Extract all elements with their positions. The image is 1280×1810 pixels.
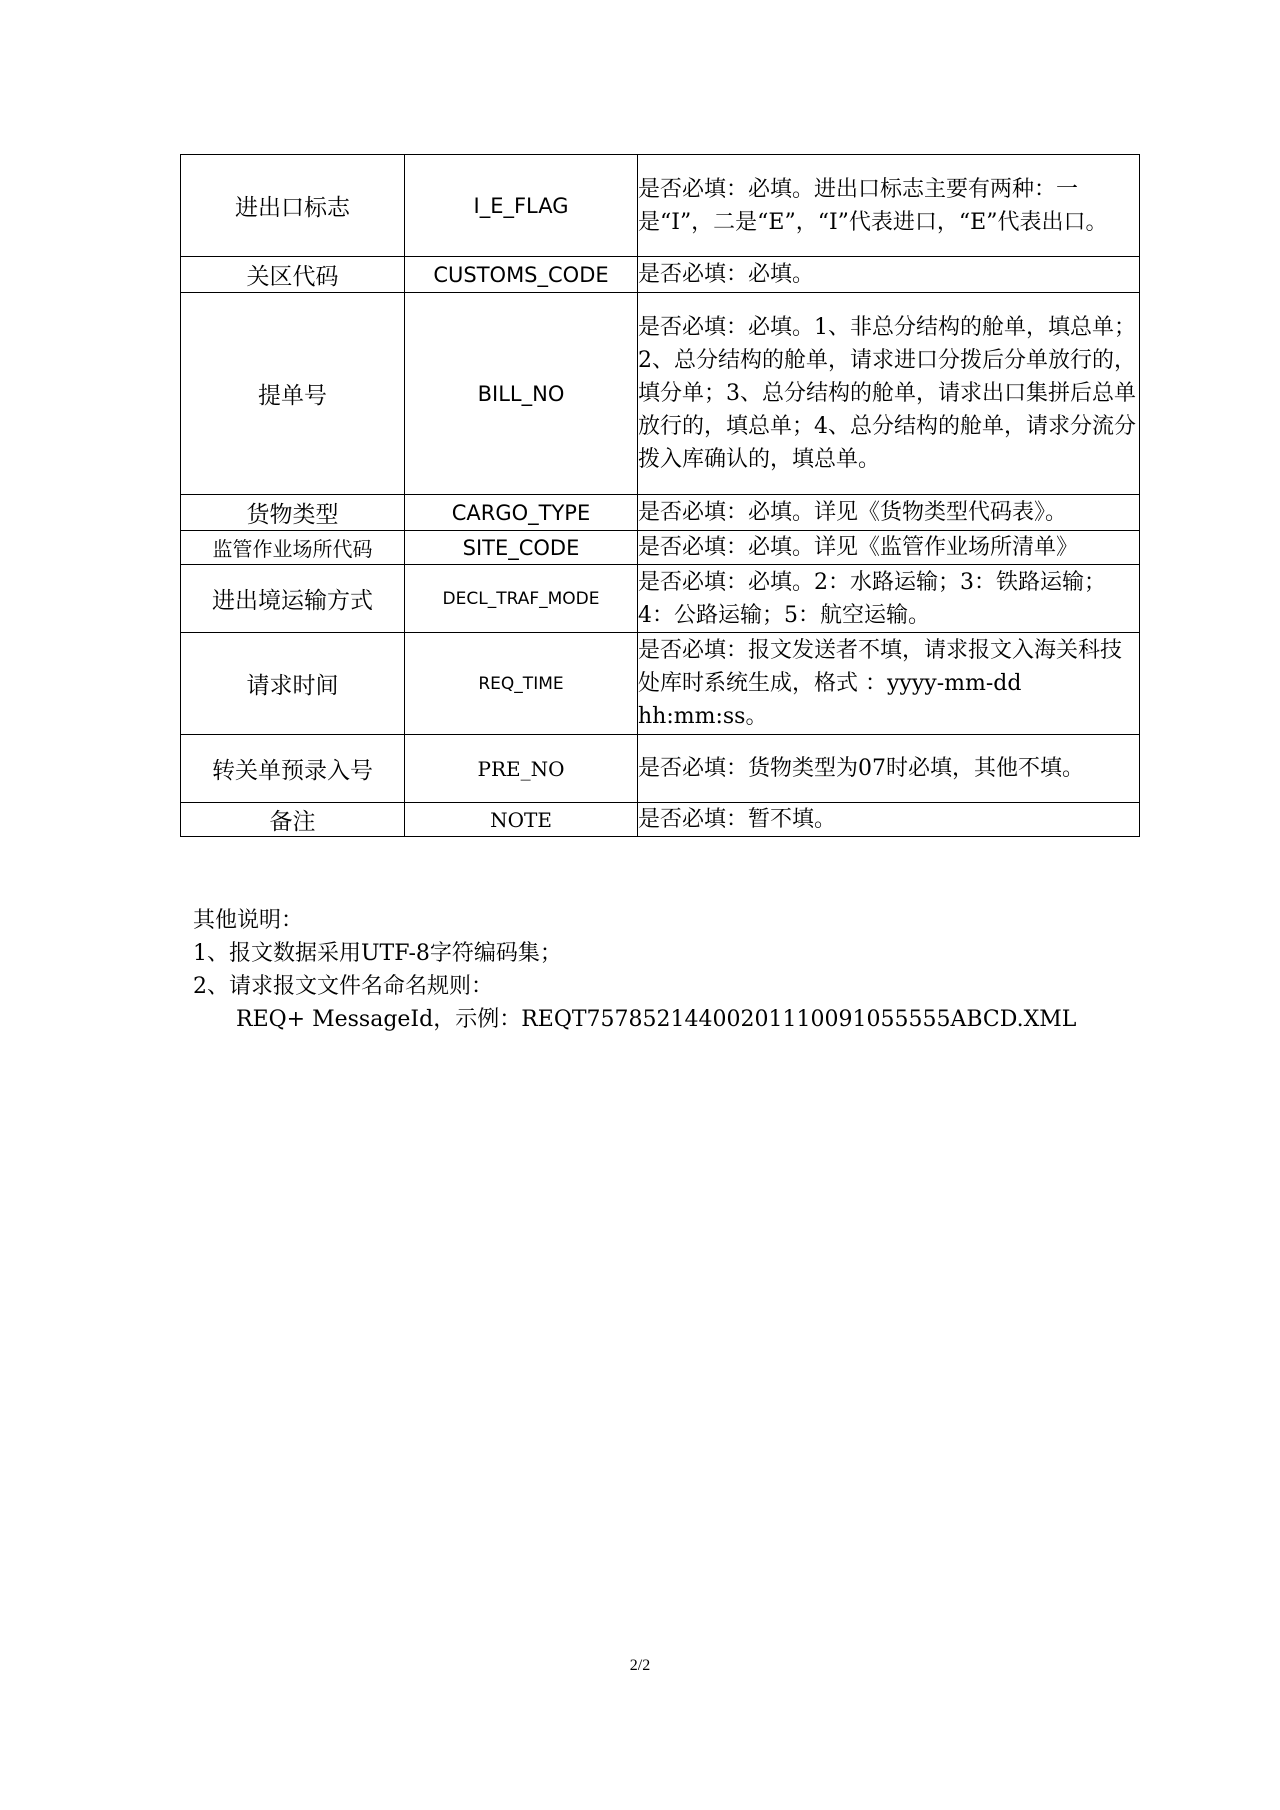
field-description: 是否必填：暂不填。 [638, 803, 1140, 837]
field-chinese-name: 提单号 [181, 293, 405, 495]
field-code: I_E_FLAG [405, 155, 638, 257]
field-description: 是否必填：报文发送者不填，请求报文入海关科技处库时系统生成，格式 ：yyyy-mm-dd hh:mm:ss。 [638, 633, 1140, 735]
field-description: 是否必填：必填。2：水路运输；3：铁路运输；4：公路运输；5：航空运输。 [638, 565, 1140, 633]
field-chinese-name: 监管作业场所代码 [181, 531, 405, 565]
field-description: 是否必填：货物类型为07时必填，其他不填。 [638, 735, 1140, 803]
field-description: 是否必填：必填。进出口标志主要有两种：一是“I”，二是“E”，“I”代表进口，“E”代表出口。 [638, 155, 1140, 257]
field-code: CUSTOMS_CODE [405, 257, 638, 293]
field-code: DECL_TRAF_MODE [405, 565, 638, 633]
notes-item: 2、请求报文文件名命名规则： [193, 974, 493, 999]
field-chinese-name: 货物类型 [181, 495, 405, 531]
field-description: 是否必填：必填。1、非总分结构的舱单，填总单；2、总分结构的舱单，请求进口分拨后分单放行的，填分单；3、总分结构的舱单，请求出口集拼后总单放行的，填总单；4、总分结构的舱单，请求分流分拨入库确认的，填总单。 [638, 293, 1140, 495]
field-chinese-name: 进出境运输方式 [181, 565, 405, 633]
field-code: PRE_NO [405, 735, 638, 803]
field-chinese-name: 备注 [181, 803, 405, 837]
page-number: 2/2 [629, 1657, 651, 1674]
field-description: 是否必填：必填。详见《货物类型代码表》。 [638, 495, 1140, 531]
field-code: BILL_NO [405, 293, 638, 495]
field-chinese-name: 进出口标志 [181, 155, 405, 257]
field-table [180, 154, 1140, 837]
field-code: CARGO_TYPE [405, 495, 638, 531]
field-code: REQ_TIME [405, 633, 638, 735]
field-code: SITE_CODE [405, 531, 638, 565]
table-row [181, 735, 1140, 803]
field-chinese-name: 关区代码 [181, 257, 405, 293]
table-row [181, 633, 1140, 735]
table-row [181, 803, 1140, 837]
notes-item: 1、报文数据采用UTF-8字符编码集； [193, 941, 562, 966]
field-code: NOTE [405, 803, 638, 837]
field-chinese-name: 请求时间 [181, 633, 405, 735]
table-row [181, 495, 1140, 531]
filename-example: REQ+ MessageId，示例：REQT75785214400201110091055555ABCD.XML [236, 1007, 1077, 1032]
table-row [181, 531, 1140, 565]
table-row [181, 293, 1140, 495]
table-row [181, 257, 1140, 293]
field-description: 是否必填：必填。详见《监管作业场所清单》 [638, 531, 1140, 565]
field-chinese-name: 转关单预录入号 [181, 735, 405, 803]
field-description: 是否必填：必填。 [638, 257, 1140, 293]
table-row [181, 565, 1140, 633]
other-notes [193, 904, 1076, 1036]
notes-heading: 其他说明： [193, 908, 304, 933]
table-row [181, 155, 1140, 257]
